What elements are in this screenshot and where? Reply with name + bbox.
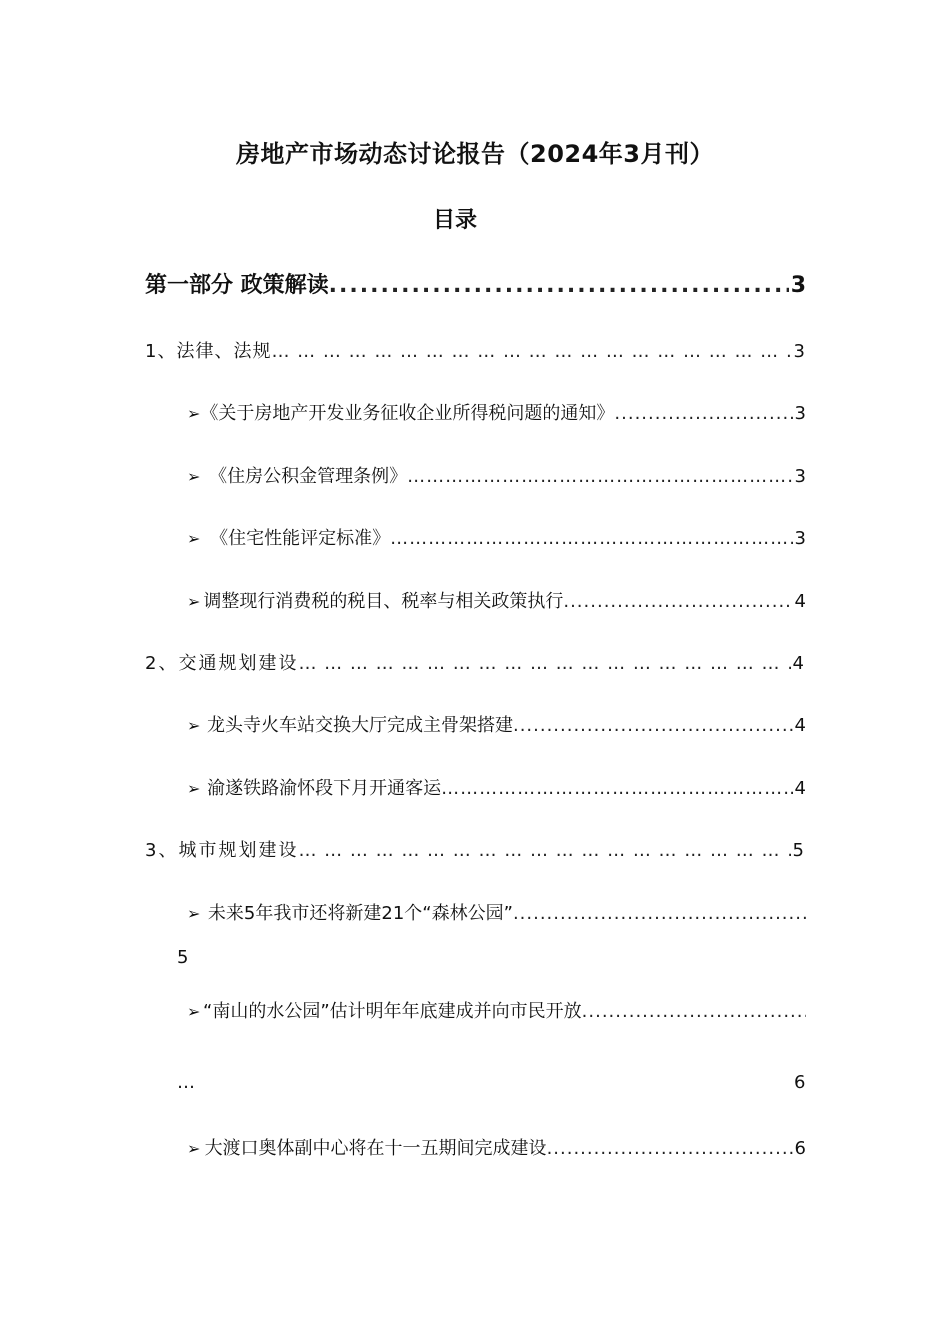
toc-leader-dots: [614, 403, 792, 424]
document-title: 房地产市场动态讨论报告（2024年3月刊）: [236, 140, 714, 168]
toc-page-number: 3: [790, 273, 806, 298]
toc-leader-dots: [582, 1001, 806, 1022]
toc-leader-dots: [513, 715, 793, 736]
arrow-bullet-icon: ➢: [187, 904, 201, 923]
arrow-bullet-icon: ➢: [187, 1139, 201, 1158]
toc-page-number: 4: [792, 653, 806, 674]
arrow-bullet-icon: ➢: [187, 529, 201, 548]
toc-entry-part1[interactable]: [145, 268, 806, 299]
toc-entry-sec1-item[interactable]: [187, 399, 806, 425]
toc-page-number: 4: [794, 591, 806, 612]
arrow-bullet-icon: ➢: [187, 592, 201, 611]
toc-leader-dots: [390, 528, 792, 549]
toc-entry-sec2-item[interactable]: [187, 774, 806, 800]
toc-entry-sec3-item[interactable]: [187, 1134, 806, 1160]
toc-page-number: 6: [794, 1072, 806, 1093]
toc-entry-label: 龙头寺火车站交换大厅完成主骨架搭建: [206, 715, 513, 736]
toc-entry-label: 《关于房地产开发业务征收企业所得税问题的通知》: [200, 403, 615, 424]
toc-entry-sec3-item[interactable]: [187, 899, 806, 925]
toc-page-number: 5: [792, 840, 806, 861]
arrow-bullet-icon: ➢: [187, 467, 201, 486]
toc-entry-label: 渝遂铁路渝怀段下月开通客运: [207, 778, 442, 799]
toc-entry-label: 2、交通规划建设: [145, 653, 299, 674]
toc-leader-dots: [271, 341, 791, 362]
toc-entry-label: 3、城市规划建设: [145, 840, 299, 861]
toc-entry-sec1[interactable]: [145, 337, 806, 363]
toc-leader-dots: [563, 591, 792, 612]
arrow-bullet-icon: ➢: [187, 779, 201, 798]
toc-entry-label: 《住房公积金管理条例》: [209, 466, 408, 487]
toc-leader-dots: [298, 653, 790, 674]
toc-entry-label: “南山的水公园”估计明年年底建成并向市民开放: [203, 1001, 582, 1022]
toc-page-number: 3: [794, 466, 806, 487]
toc-page-number: 3: [794, 403, 806, 424]
toc-page-number: 6: [794, 1138, 806, 1159]
toc-entry-sec2[interactable]: [145, 649, 806, 675]
arrow-bullet-icon: ➢: [187, 716, 201, 735]
toc-entry-label: 《住宅性能评定标准》: [210, 528, 391, 549]
toc-leader-dots: [441, 778, 792, 799]
toc-heading: 目录: [432, 208, 477, 233]
toc-entry-label: 大渡口奥体副中心将在十一五期间完成建设: [204, 1138, 547, 1159]
toc-entry-sec3[interactable]: [145, 836, 806, 862]
toc-entry-label: 1、法律、法规: [145, 341, 272, 362]
arrow-bullet-icon: ➢: [187, 1002, 201, 1021]
toc-entry-sec1-item[interactable]: [187, 524, 806, 550]
toc-page-number: 4: [794, 778, 806, 799]
toc-page-number: 3: [794, 528, 806, 549]
toc-leader-dots: [513, 903, 806, 924]
toc-entry-label: 第一部分 政策解读: [145, 273, 329, 298]
toc-page-number: 5: [177, 947, 189, 968]
toc-leader-dots: [329, 273, 789, 298]
toc-continuation-dots: …: [177, 1072, 195, 1093]
toc-page-number: 3: [793, 341, 806, 362]
toc-entry-label: 未来5年我市还将新建21个“森林公园”: [207, 903, 513, 924]
toc-entry-sec2-item[interactable]: [187, 711, 806, 737]
toc-leader-dots: [407, 466, 792, 487]
toc-entry-sec3-item[interactable]: [187, 997, 806, 1023]
toc-entry-label: 调整现行消费税的税目、税率与相关政策执行: [203, 591, 564, 612]
toc-leader-dots: [547, 1138, 793, 1159]
toc-leader-dots: [298, 840, 790, 861]
arrow-bullet-icon: ➢: [187, 404, 201, 423]
toc-entry-sec1-item[interactable]: [187, 587, 806, 613]
toc-entry-sec1-item[interactable]: [187, 462, 806, 488]
toc-page-number: 4: [794, 715, 806, 736]
